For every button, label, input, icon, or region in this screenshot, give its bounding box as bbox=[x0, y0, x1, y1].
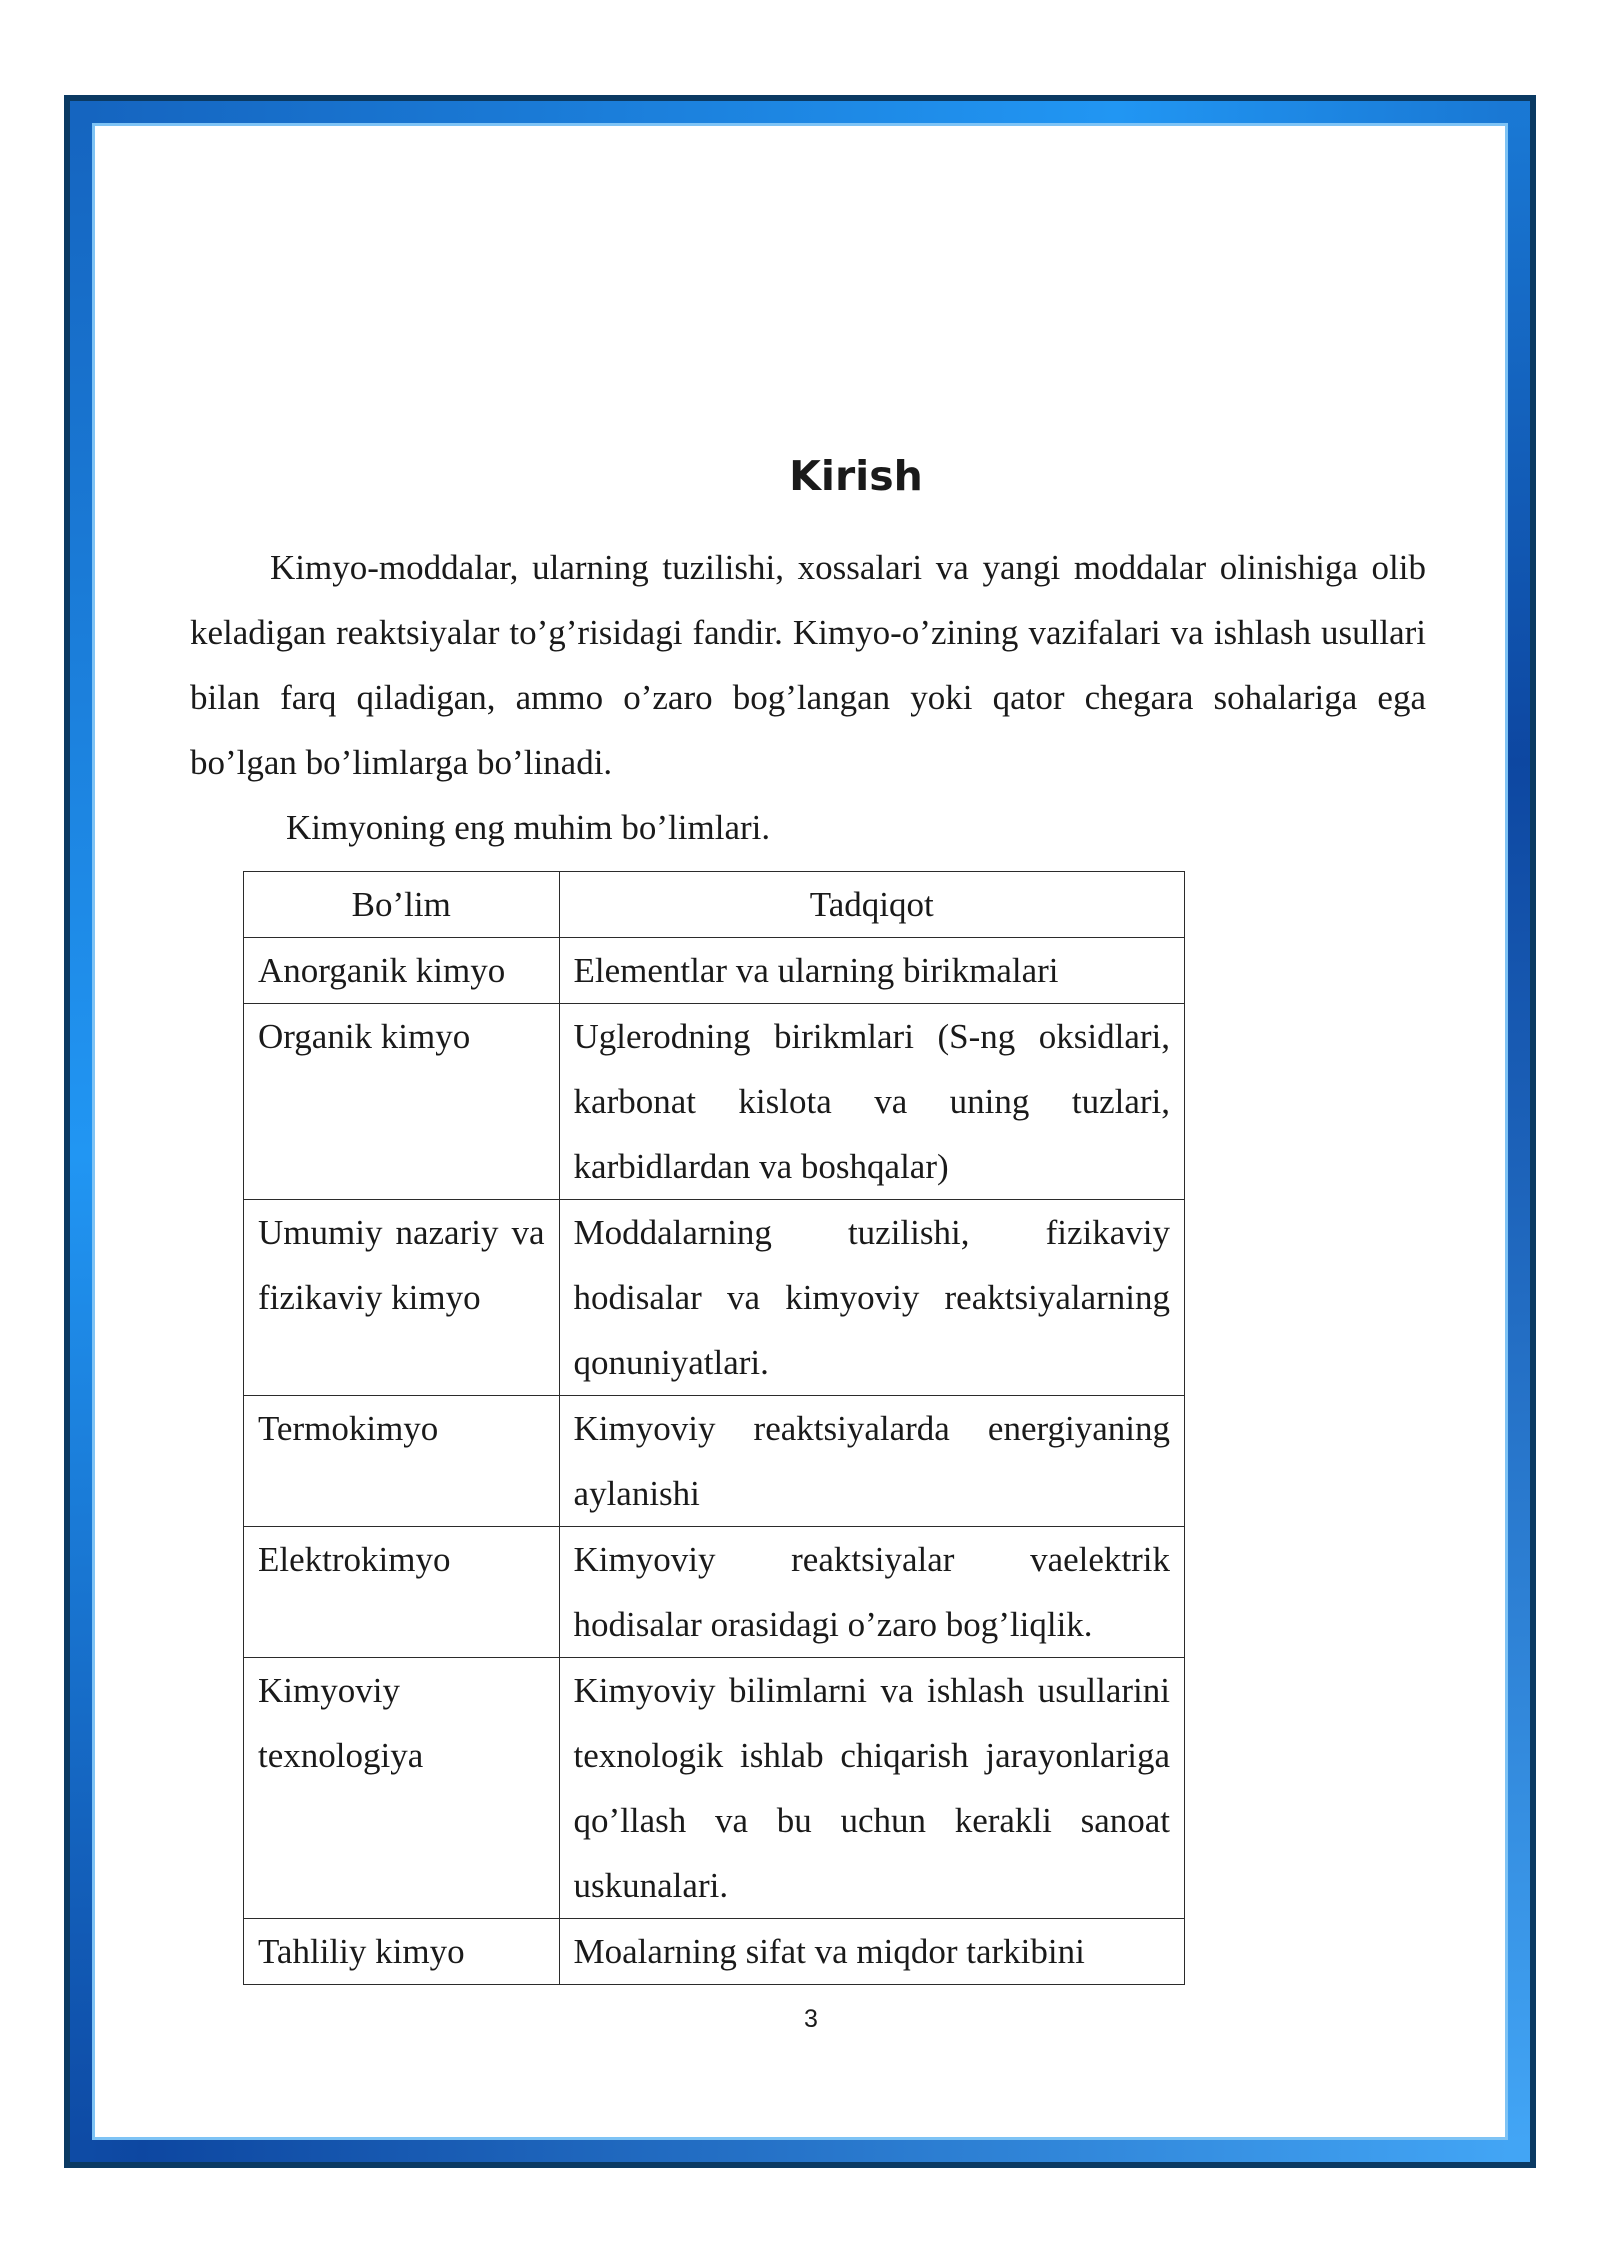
research-cell: Kimyoviy bilimlarni va ishlash usullarini texnologik ishlab chiqarish jarayonlariga qo’llash va bu uchun kerakli sanoat uskunalari. bbox=[559, 1658, 1184, 1919]
research-cell: Moalarning sifat va miqdor tarkibini bbox=[559, 1919, 1184, 1985]
section-cell: Organik kimyo bbox=[244, 1004, 560, 1200]
table-row bbox=[244, 938, 1185, 1004]
column-header-research: Tadqiqot bbox=[559, 872, 1184, 938]
research-cell: Kimyoviy reaktsiyalarda energiyaning aylanishi bbox=[559, 1396, 1184, 1527]
research-cell: Kimyoviy reaktsiyalar vaelektrik hodisalar orasidagi o’zaro bog’liqlik. bbox=[559, 1527, 1184, 1658]
page-number: 3 bbox=[804, 2005, 818, 2033]
table-row bbox=[244, 1919, 1185, 1985]
page-title: Kirish bbox=[789, 452, 923, 500]
table-intro-text: Kimyoning eng muhim bo’limlari. bbox=[286, 808, 771, 847]
research-cell: Uglerodning birikmlari (S-ng oksidlari, karbonat kislota va uning tuzlari, karbidlardan va boshqalar) bbox=[559, 1004, 1184, 1200]
research-cell: Moddalarning tuzilishi, fizikaviy hodisalar va kimyoviy reaktsiyalarning qonuniyatlari. bbox=[559, 1200, 1184, 1396]
section-cell: Umumiy nazariy va fizikaviy kimyo bbox=[244, 1200, 560, 1396]
table-header-row bbox=[244, 872, 1185, 938]
table-row bbox=[244, 1200, 1185, 1396]
research-cell: Elementlar va ularning birikmalari bbox=[559, 938, 1184, 1004]
section-cell: Elektrokimyo bbox=[244, 1527, 560, 1658]
table-row bbox=[244, 1658, 1185, 1919]
table-row bbox=[244, 1004, 1185, 1200]
section-cell: Anorganik kimyo bbox=[244, 938, 560, 1004]
intro-paragraph: Kimyo-moddalar, ularning tuzilishi, xossalari va yangi moddalar olinishiga olib keladigan reaktsiyalar to’g’risidagi fandir. Kimyo-o’zining vazifalari va ishlash usullari bilan farq qiladigan, ammo o’zaro bog’langan yoki qator chegara sohalariga ega bo’lgan bo’limlarga bo’linadi. bbox=[190, 548, 1426, 782]
section-cell: Kimyoviy texnologiya bbox=[244, 1658, 560, 1919]
chemistry-sections-table bbox=[243, 871, 1185, 1985]
table-row bbox=[244, 1396, 1185, 1527]
section-cell: Tahliliy kimyo bbox=[244, 1919, 560, 1985]
column-header-section: Bo’lim bbox=[244, 872, 560, 938]
section-cell: Termokimyo bbox=[244, 1396, 560, 1527]
table-row bbox=[244, 1527, 1185, 1658]
